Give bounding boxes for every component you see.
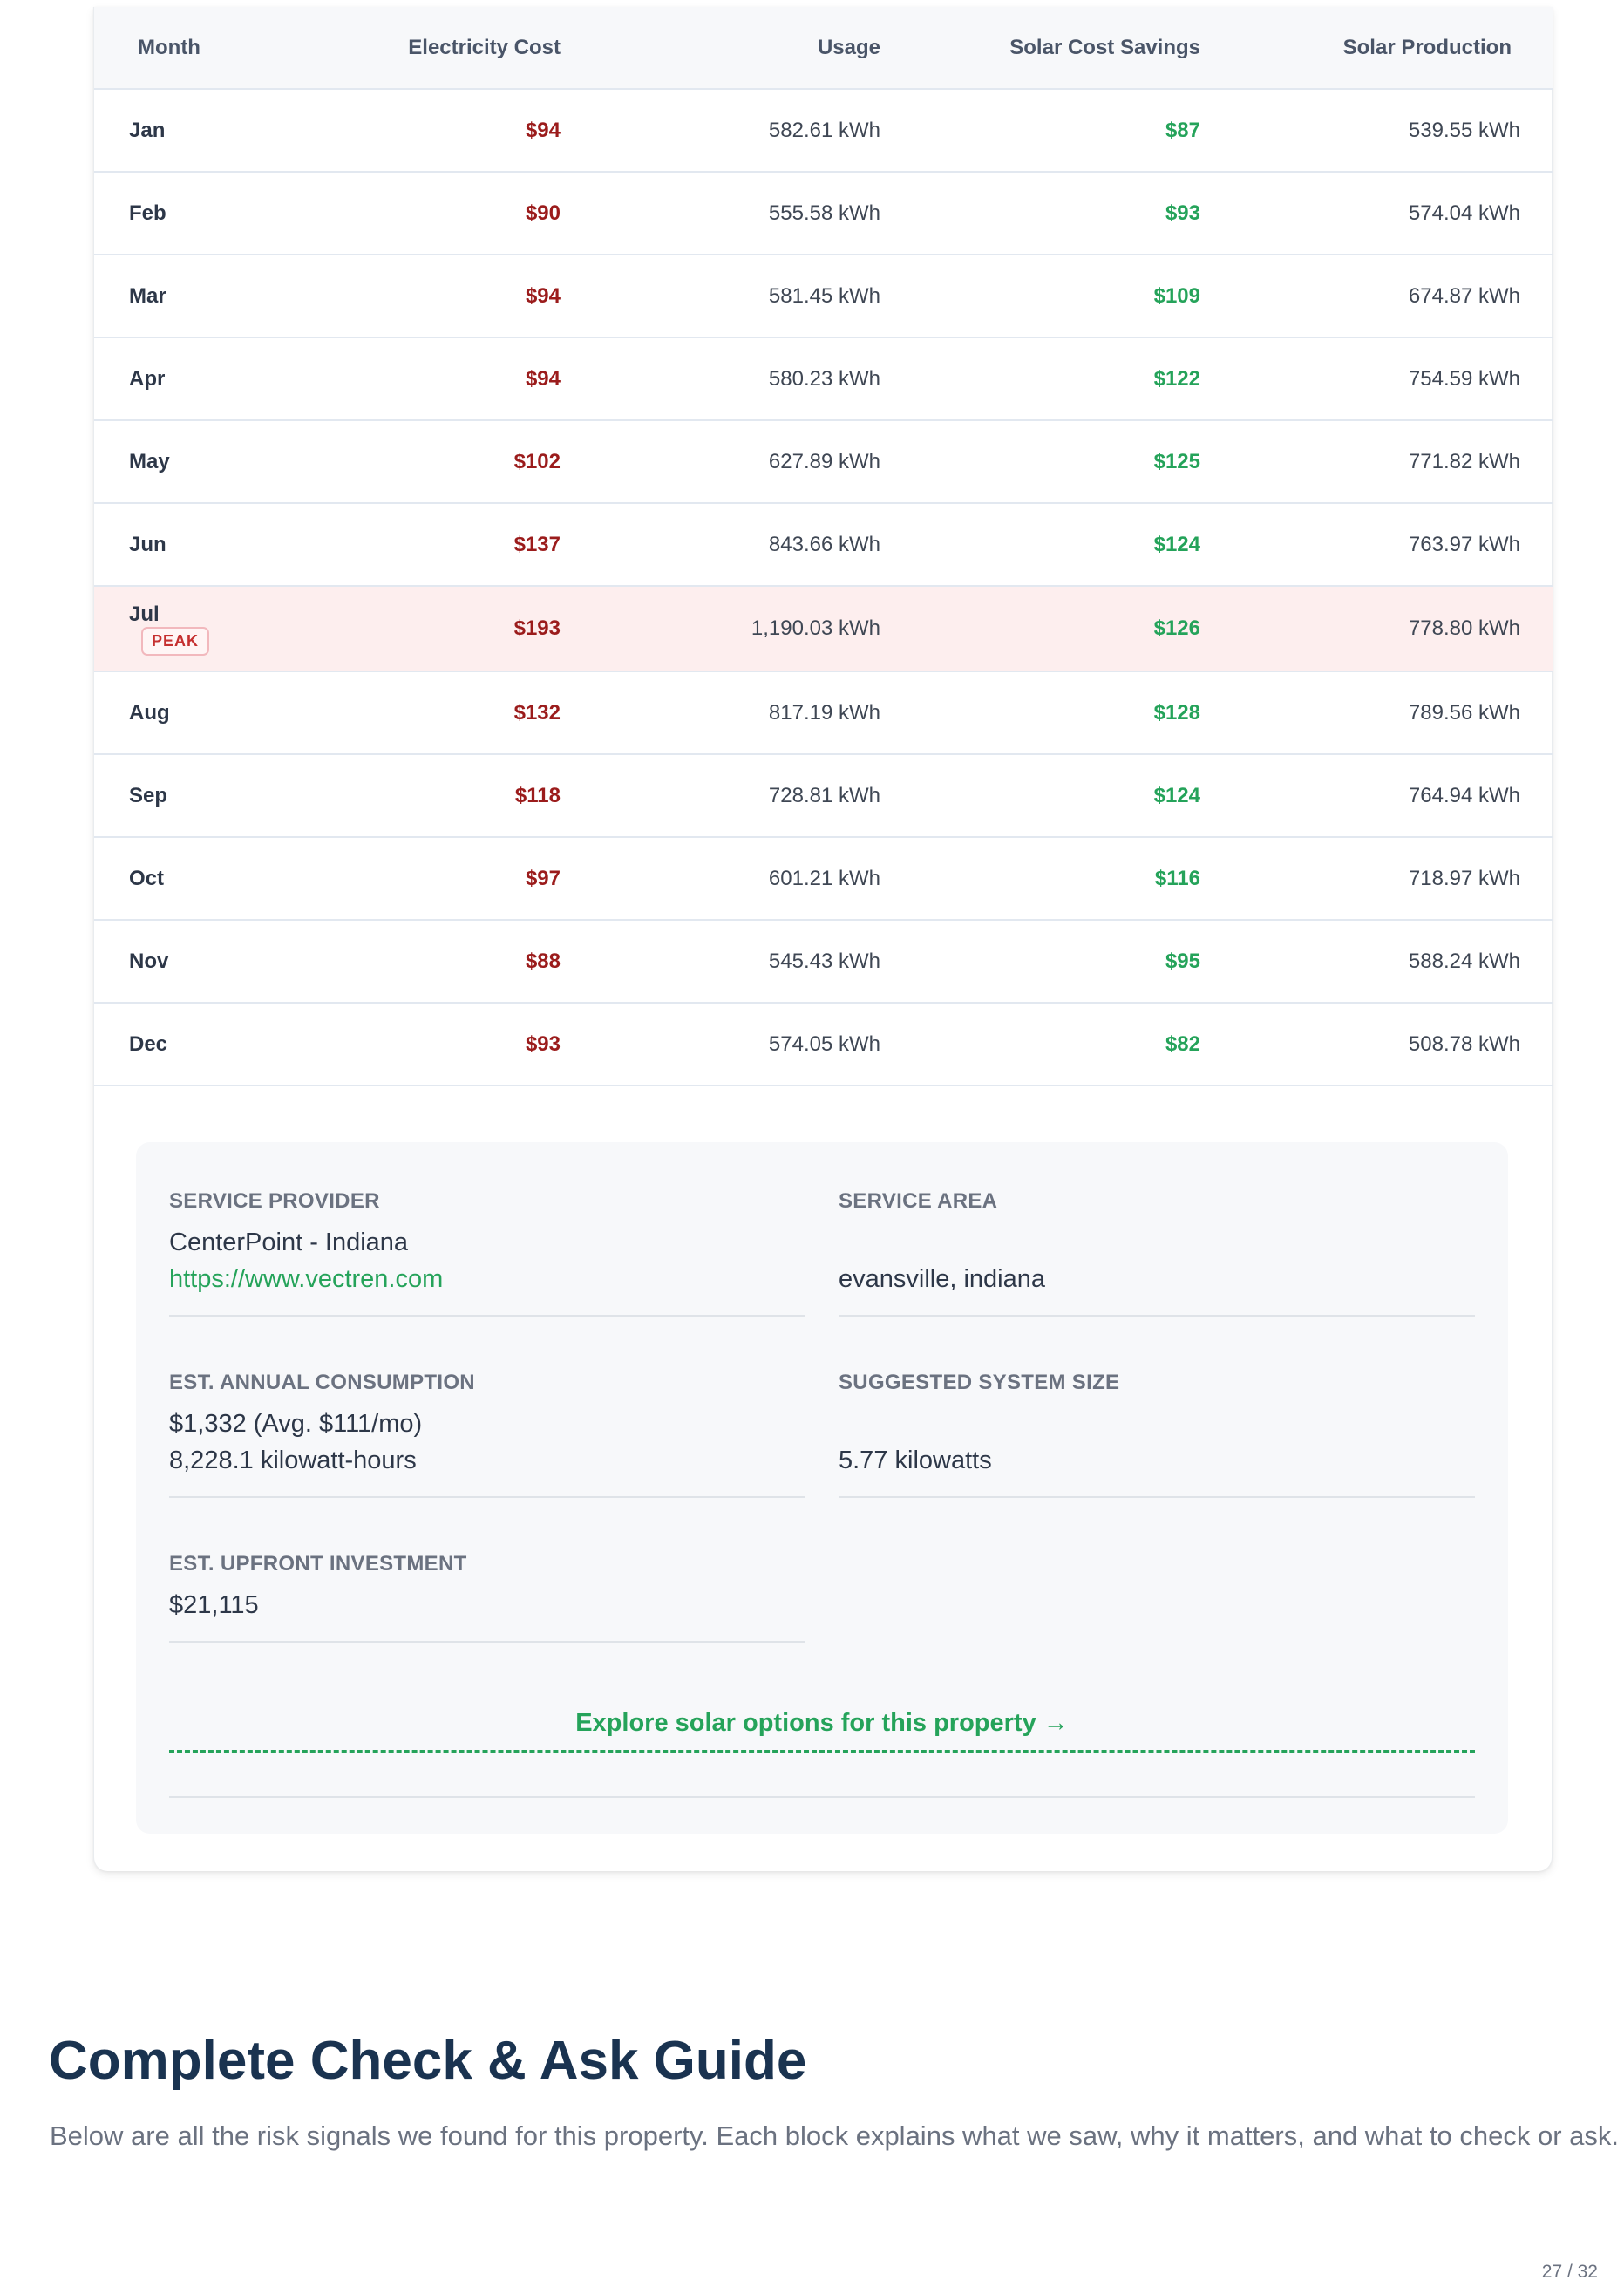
production-cell-value: 508.78 kWh — [1408, 1031, 1520, 1056]
production-cell-value: 789.56 kWh — [1408, 700, 1520, 725]
table-header-row — [94, 7, 1553, 89]
savings-cell — [880, 255, 1200, 337]
month-cell-value: Jun — [129, 532, 166, 556]
production-cell-value: 718.97 kWh — [1408, 866, 1520, 890]
usage-cell — [561, 89, 880, 172]
annual-consumption-field — [169, 1371, 805, 1498]
production-cell-value: 764.94 kWh — [1408, 783, 1520, 807]
production-cell-value: 763.97 kWh — [1408, 532, 1520, 556]
production-cell — [1200, 89, 1553, 172]
month-cell-value: Nov — [129, 949, 169, 973]
cost-cell — [221, 503, 561, 586]
month-cell-value: Jul — [129, 602, 160, 626]
month-cell-value: May — [129, 449, 170, 473]
cost-cell-value: $94 — [525, 118, 561, 142]
production-cell — [1200, 337, 1553, 420]
usage-cell-value: 574.05 kWh — [768, 1031, 880, 1056]
service-provider-label: SERVICE PROVIDER — [169, 1189, 380, 1213]
table-row — [94, 837, 1553, 920]
system-size-field — [839, 1371, 1475, 1498]
service-area-value: evansville, indiana — [839, 1265, 1045, 1293]
cost-cell — [221, 754, 561, 837]
cost-cell — [221, 837, 561, 920]
month-cell — [94, 920, 221, 1003]
cost-cell — [221, 172, 561, 255]
cost-cell — [221, 671, 561, 754]
usage-cell — [561, 255, 880, 337]
usage-cell-value: 817.19 kWh — [768, 700, 880, 725]
explore-solar-link[interactable]: Explore solar options for this property → — [169, 1709, 1475, 1753]
month-cell — [94, 1003, 221, 1086]
savings-cell-value: $124 — [1153, 783, 1200, 807]
header-month: Month — [94, 7, 221, 89]
table-row — [94, 89, 1553, 172]
table-body — [94, 89, 1553, 1086]
month-cell — [94, 754, 221, 837]
savings-cell-value: $109 — [1153, 283, 1200, 308]
month-cell-value: Aug — [129, 700, 170, 725]
usage-cell-value: 582.61 kWh — [768, 118, 880, 142]
usage-cell — [561, 503, 880, 586]
month-cell-value: Apr — [129, 366, 166, 391]
month-cell — [94, 172, 221, 255]
production-cell — [1200, 920, 1553, 1003]
upfront-investment-value: $21,115 — [169, 1591, 259, 1619]
upfront-investment-field — [169, 1552, 805, 1643]
production-cell — [1200, 255, 1553, 337]
table-row — [94, 420, 1553, 503]
cost-cell-value: $132 — [513, 700, 561, 725]
cost-cell-value: $118 — [514, 783, 561, 807]
month-cell-value: Mar — [129, 283, 166, 308]
table-row — [94, 920, 1553, 1003]
service-provider-field — [169, 1189, 805, 1317]
table-row — [94, 1003, 1553, 1086]
savings-cell — [880, 754, 1200, 837]
cost-cell — [221, 920, 561, 1003]
month-cell — [94, 586, 221, 671]
cost-cell-value: $94 — [525, 366, 561, 391]
upfront-investment-label: EST. UPFRONT INVESTMENT — [169, 1552, 467, 1576]
production-cell — [1200, 1003, 1553, 1086]
month-cell — [94, 503, 221, 586]
cost-cell-value: $93 — [525, 1031, 561, 1056]
savings-cell-value: $116 — [1154, 866, 1200, 890]
month-cell — [94, 671, 221, 754]
system-size-label: SUGGESTED SYSTEM SIZE — [839, 1371, 1120, 1394]
table-row — [94, 671, 1553, 754]
usage-cell — [561, 172, 880, 255]
system-size-value: 5.77 kilowatts — [839, 1447, 992, 1474]
table-row — [94, 172, 1553, 255]
production-cell-value: 539.55 kWh — [1408, 118, 1520, 142]
service-provider-link[interactable]: https://www.vectren.com — [169, 1265, 444, 1293]
page-number: 27 / 32 — [1541, 2262, 1598, 2282]
cost-cell-value: $193 — [513, 616, 561, 640]
usage-cell-value: 601.21 kWh — [768, 866, 880, 890]
production-cell-value: 754.59 kWh — [1408, 366, 1520, 391]
production-cell-value: 771.82 kWh — [1408, 449, 1520, 473]
month-cell-value: Oct — [129, 866, 165, 890]
production-cell — [1200, 420, 1553, 503]
month-cell-value: Jan — [129, 118, 166, 142]
usage-cell-value: 843.66 kWh — [768, 532, 880, 556]
production-cell-value: 778.80 kWh — [1408, 616, 1520, 640]
savings-cell-value: $87 — [1165, 118, 1200, 142]
savings-cell-value: $125 — [1153, 449, 1200, 473]
table-row — [94, 503, 1553, 586]
usage-cell — [561, 837, 880, 920]
savings-cell-value: $82 — [1165, 1031, 1200, 1056]
annual-consumption-energy: 8,228.1 kilowatt-hours — [169, 1447, 417, 1474]
usage-cell — [561, 337, 880, 420]
production-cell — [1200, 586, 1553, 671]
month-cell — [94, 337, 221, 420]
usage-cell-value: 1,190.03 kWh — [751, 616, 880, 640]
savings-cell-value: $124 — [1153, 532, 1200, 556]
service-area-label: SERVICE AREA — [839, 1189, 998, 1213]
cost-cell-value: $137 — [513, 532, 561, 556]
divider — [169, 1796, 1475, 1798]
usage-cell-value: 545.43 kWh — [768, 949, 880, 973]
savings-cell — [880, 671, 1200, 754]
cost-cell-value: $97 — [525, 866, 561, 890]
production-cell-value: 588.24 kWh — [1408, 949, 1520, 973]
usage-cell-value: 580.23 kWh — [768, 366, 880, 391]
usage-cell — [561, 754, 880, 837]
production-cell — [1200, 837, 1553, 920]
savings-cell — [880, 503, 1200, 586]
production-cell-value: 574.04 kWh — [1408, 201, 1520, 225]
cost-cell — [221, 255, 561, 337]
header-usage: Usage — [561, 7, 880, 89]
guide-title: Complete Check & Ask Guide — [49, 2031, 807, 2091]
usage-cell-value: 728.81 kWh — [768, 783, 880, 807]
service-area-field — [839, 1189, 1475, 1317]
table-row — [94, 255, 1553, 337]
savings-cell-value: $93 — [1165, 201, 1200, 225]
cost-cell-value: $94 — [525, 283, 561, 308]
savings-cell — [880, 920, 1200, 1003]
usage-cell — [561, 586, 880, 671]
savings-cell-value: $128 — [1153, 700, 1200, 725]
utility-details-panel — [136, 1142, 1508, 1834]
savings-cell — [880, 586, 1200, 671]
month-cell — [94, 420, 221, 503]
production-cell — [1200, 172, 1553, 255]
month-cell — [94, 837, 221, 920]
header-electricity-cost: Electricity Cost — [221, 7, 561, 89]
savings-cell — [880, 172, 1200, 255]
usage-cell-value: 627.89 kWh — [768, 449, 880, 473]
service-provider-name: CenterPoint - Indiana — [169, 1229, 409, 1256]
cost-cell — [221, 337, 561, 420]
cost-cell — [221, 1003, 561, 1086]
production-cell — [1200, 671, 1553, 754]
table-row — [94, 337, 1553, 420]
usage-cell — [561, 671, 880, 754]
usage-cell-value: 581.45 kWh — [768, 283, 880, 308]
savings-cell — [880, 337, 1200, 420]
month-cell-value: Feb — [129, 201, 166, 225]
production-cell — [1200, 503, 1553, 586]
savings-cell — [880, 837, 1200, 920]
savings-cell — [880, 89, 1200, 172]
month-cell — [94, 89, 221, 172]
monthly-usage-table — [94, 7, 1553, 1086]
savings-cell — [880, 1003, 1200, 1086]
month-cell-value: Dec — [129, 1031, 168, 1056]
month-cell — [94, 255, 221, 337]
month-cell-value: Sep — [129, 783, 168, 807]
usage-cell — [561, 920, 880, 1003]
cost-cell-value: $102 — [513, 449, 561, 473]
cost-cell-value: $90 — [525, 201, 561, 225]
usage-cell-value: 555.58 kWh — [768, 201, 880, 225]
table-row — [94, 754, 1553, 837]
cost-cell-value: $88 — [525, 949, 561, 973]
savings-cell-value: $95 — [1165, 949, 1200, 973]
guide-subtitle: Below are all the risk signals we found for this property. Each block explains what we saw, why it matters, and what to check or ask. — [50, 2120, 1619, 2151]
cost-cell — [221, 420, 561, 503]
cost-cell — [221, 586, 561, 671]
production-cell-value: 674.87 kWh — [1408, 283, 1520, 308]
usage-cell — [561, 420, 880, 503]
header-solar-cost-savings: Solar Cost Savings — [880, 7, 1200, 89]
production-cell — [1200, 754, 1553, 837]
annual-consumption-label: EST. ANNUAL CONSUMPTION — [169, 1371, 475, 1394]
annual-consumption-cost: $1,332 (Avg. $111/mo) — [169, 1410, 423, 1438]
table-row — [94, 586, 1553, 671]
usage-cell — [561, 1003, 880, 1086]
cost-cell — [221, 89, 561, 172]
peak-badge: PEAK — [141, 627, 209, 656]
savings-cell — [880, 420, 1200, 503]
energy-usage-card — [93, 7, 1553, 1871]
savings-cell-value: $126 — [1153, 616, 1200, 640]
savings-cell-value: $122 — [1153, 366, 1200, 391]
header-solar-production: Solar Production — [1200, 7, 1553, 89]
